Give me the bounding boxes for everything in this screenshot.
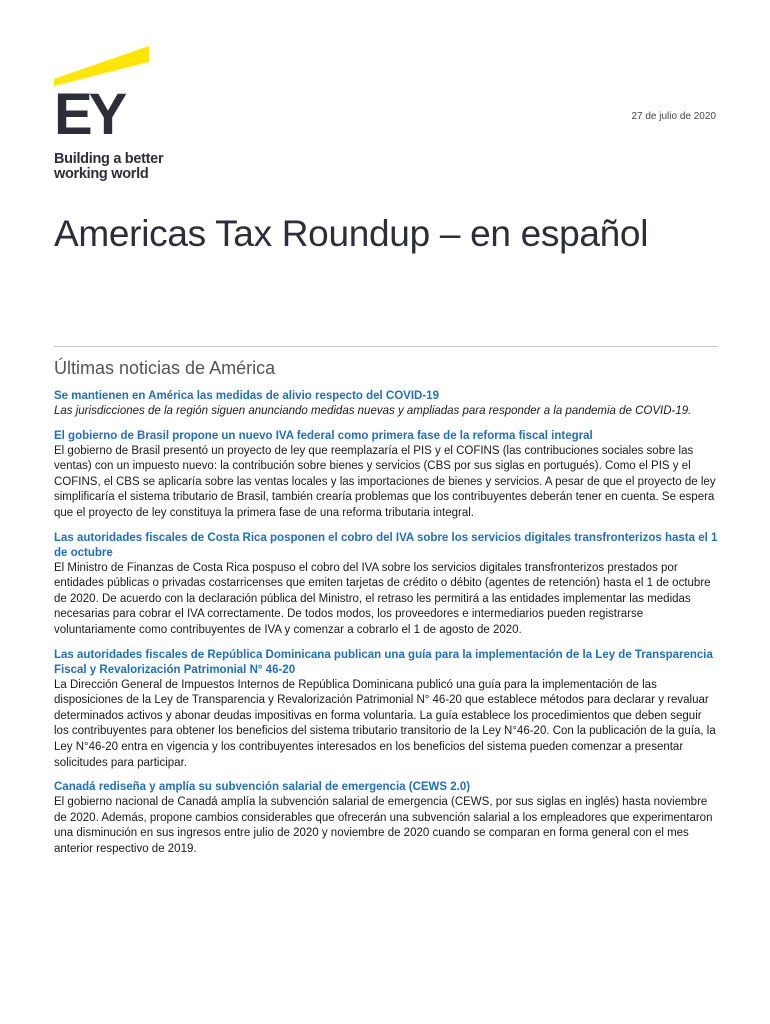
logo-tagline-line2: working world [54, 166, 149, 182]
logo-tagline [54, 152, 163, 182]
article-dominican-republic-guide [54, 648, 718, 772]
article-headline-link[interactable]: Canadá rediseña y amplía su subvención salarial de emergencia (CEWS 2.0) [54, 781, 471, 794]
article-headline-link[interactable]: Las autoridades fiscales de Costa Rica posponen el cobro del IVA sobre los servicios digitales transfronterizos hasta el 1 de octubre [54, 531, 718, 559]
section-title: Últimas noticias de América [54, 358, 276, 378]
article-headline-link[interactable]: Se mantienen en América las medidas de alivio respecto del COVID-19 [54, 390, 439, 402]
publication-date: 27 de julio de 2020 [631, 111, 716, 122]
article-summary: El Ministro de Finanzas de Costa Rica pospuso el cobro del IVA sobre los servicios digitales transfronterizos prestados por entidades públicas o privadas costarricenses que emiten tarjetas de crédito o débito (agentes de retención) hasta el 1 de octubre de 2020. De acuerdo con la declaración pública del Ministro, el retraso les permitirá a las entidades implementar las medidas necesarias para cobrar el IVA correctamente. De todos modos, los proveedores e intermediarios pueden registrarse voluntariamente como contribuyentes de IVA y comenzar a cobrarlo el 1 de agosto de 2020. [54, 561, 711, 636]
article-summary: El gobierno nacional de Canadá amplía la subvención salarial de emergencia (CEWS, por sus siglas en inglés) hasta noviembre de 2020. Además, propone cambios considerables que ofrecerán una subvención salarial a los empleadores que experimentaron una disminución en sus ingresos entre julio de 2020 y noviembre de 2020 cuando se comparan en forma general con el mes anterior respectivo de 2019. [54, 796, 713, 855]
logo-tagline-line1: Building a better [54, 151, 164, 167]
article-covid-relief [54, 389, 718, 420]
ey-logo-text: EY [54, 82, 124, 147]
ey-beam-icon [54, 46, 149, 86]
article-brazil-vat [54, 429, 718, 522]
article-summary: La Dirección General de Impuestos Internos de República Dominicana publicó una guía para la implementación de las disposiciones de la Ley de Transparencia y Revalorización Patrimonial N° 46-20 que establece métodos para declarar y revaluar determinados activos y abonar deudas impositivas en forma voluntaria. La guía establece los procedimientos que deben seguir los contribuyentes para obtener los beneficios del sistema tributario transitorio de la Ley N°46-20. Con la publicación de la guía, la Ley N°46-20 entra en vigencia y los contribuyentes interesados en los beneficios del sistema pueden comenzar a presentar solicitudes para participar. [54, 678, 716, 769]
page-title: Americas Tax Roundup – en español [54, 213, 649, 254]
ey-logo [54, 46, 204, 186]
article-summary: El gobierno de Brasil presentó un proyecto de ley que reemplazaría el PIS y el COFINS (las contribuciones sociales sobre las ventas) con un impuesto nuevo: la contribución sobre bienes y servicios (CBS por sus siglas en portugués). Como el PIS y el COFINS, el CBS se aplicaría sobre las ventas locales y las importaciones de bienes y servicios. A pesar de que el proyecto de ley simplificaría el sistema tributario de Brasil, también crearía problemas que los contribuyentes deberán tener en cuenta. Se espera que el proyecto de ley constituya la primera fase de una reforma tributaria integral. [54, 444, 716, 519]
article-list [54, 389, 718, 866]
article-headline-link[interactable]: Las autoridades fiscales de República Dominicana publican una guía para la implementación de la Ley de Transparencia Fiscal y Revalorización Patrimonial N° 46-20 [54, 648, 713, 676]
section-divider [54, 346, 718, 347]
article-headline-link[interactable]: El gobierno de Brasil propone un nuevo IVA federal como primera fase de la reforma fiscal integral [54, 429, 593, 442]
article-summary: Las jurisdicciones de la región siguen anunciando medidas nuevas y ampliadas para responder a la pandemia de COVID-19. [54, 405, 692, 417]
article-costa-rica-vat [54, 531, 718, 639]
article-canada-cews [54, 780, 718, 857]
